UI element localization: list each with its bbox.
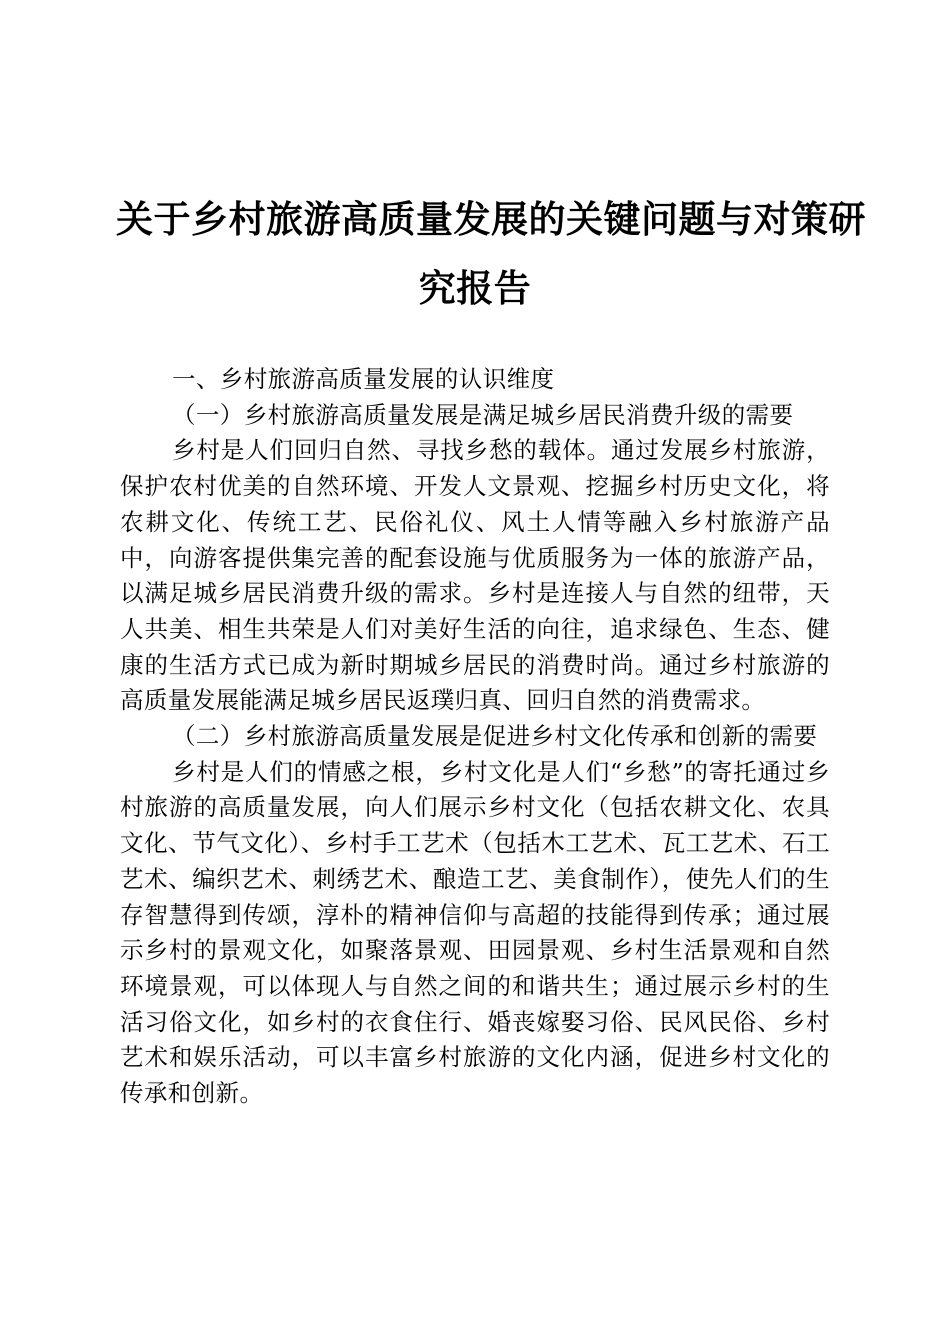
paragraph-2: 乡村是人们的情感之根，乡村文化是人们“乡愁”的寄托通过乡村旅游的高质量发展，向人们展示乡村文化（包括农耕文化、农具文化、节气文化）、乡村手工艺术（包括木工艺术、瓦工艺术、石工艺术、编织艺术、刺绣艺术、酿造工艺、美食制作），使先人们的生存智慧得到传颂，淳朴的精神信仰与高超的技能得到传承；通过展示乡村的景观文化，如聚落景观、田园景观、乡村生活景观和自然环境景观，可以体现人与自然之间的和谐共生；通过展示乡村的生活习俗文化，如乡村的衣食住行、婚丧嫁娶习俗、民风民俗、乡村艺术和娱乐活动，可以丰富乡村旅游的文化内涵，促进乡村文化的传承和创新。 [120,757,830,1108]
document-title-line-1: 关于乡村旅游高质量发展的关键问题与对策研 [116,197,866,241]
section-heading-1: 一、乡村旅游高质量发展的认识维度 [172,365,555,393]
document-title-line-2: 究报告 [418,266,532,310]
subsection-heading-2: （二）乡村旅游高质量发展是促进乡村文化传承和创新的需要 [172,722,818,751]
paragraph-1: 乡村是人们回归自然、寻找乡愁的载体。通过发展乡村旅游，保护农村优美的自然环境、开发人文景观、挖掘乡村历史文化，将农耕文化、传统工艺、民俗礼仪、风土人情等融入乡村旅游产品中，向游客提供集完善的配套设施与优质服务为一体的旅游产品，以满足城乡居民消费升级的需求。乡村是连接人与自然的纽带，天人共美、相生共荣是人们对美好生活的向往，追求绿色、生态、健康的生活方式已成为新时期城乡居民的消费时尚。通过乡村旅游的高质量发展能满足城乡居民返璞归真、回归自然的消费需求。 [120,436,830,715]
document-body [120,362,830,1112]
subsection-heading-1: （一）乡村旅游高质量发展是满足城乡居民消费升级的需要 [172,400,794,429]
